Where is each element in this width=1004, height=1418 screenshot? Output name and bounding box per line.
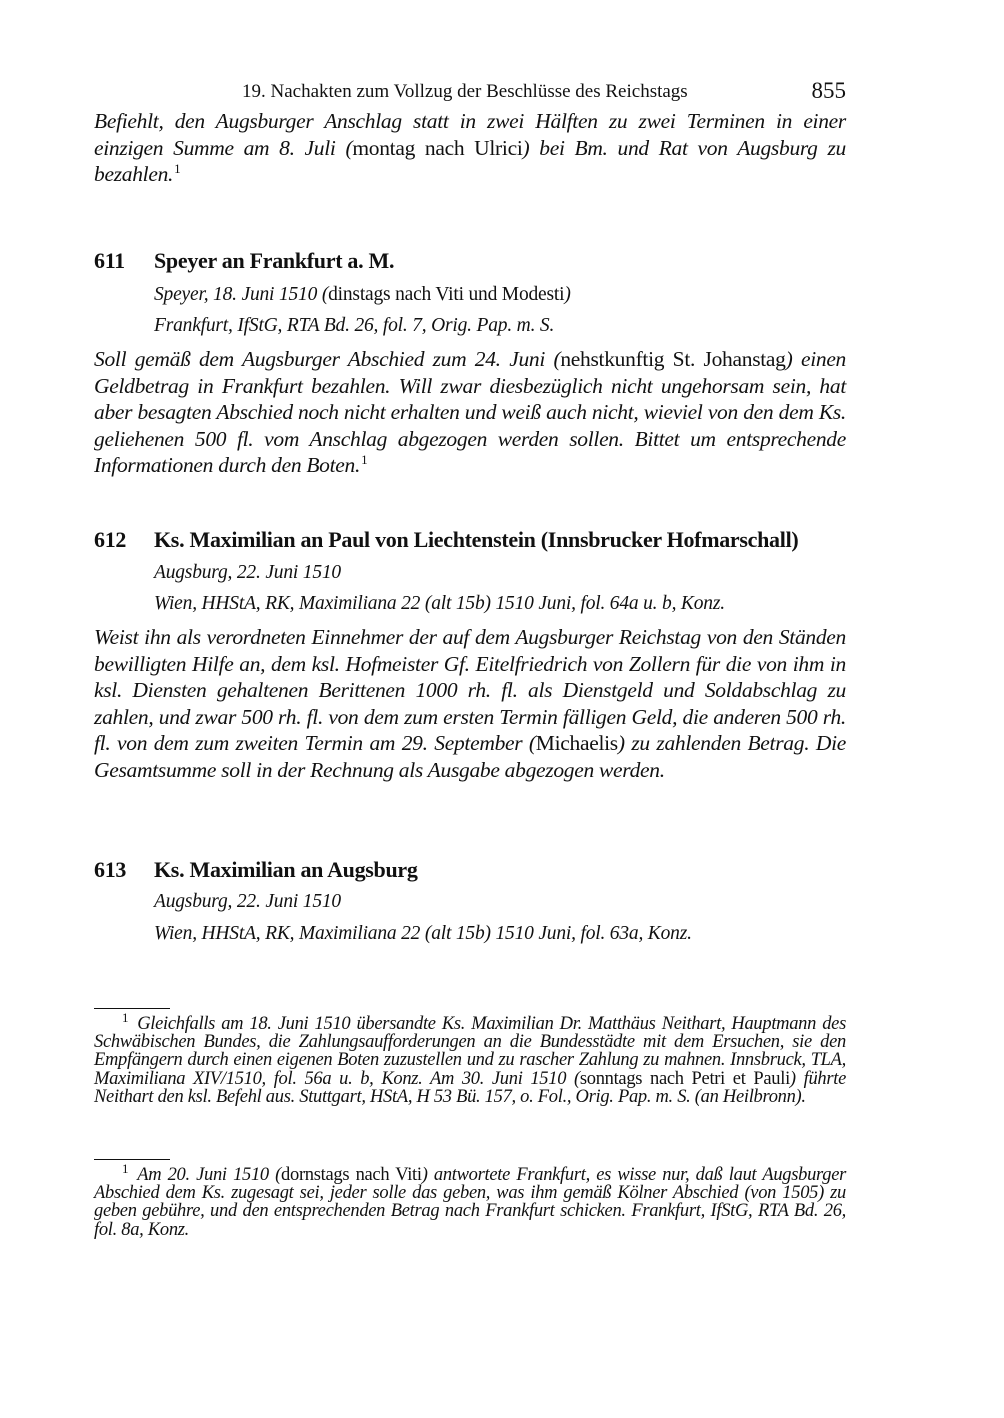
summary-text-2: ) einen Geldbetrag in Frankfurt bezahlen. Will zwar diesbezüglich nicht ungehorsam sein, hat aber besagten Abschied noch nicht erhalten und weiß auch nicht, wieviel von den dem Ks. geliehenen 500 fl. vom Anschlag abgezogen werden sollen. Bittet um entsprechende Informationen durch den Boten. [94, 347, 847, 477]
feast-day: sonntags nach Petri et Pauli [579, 1068, 790, 1089]
entry-613-source: Wien, HHStA, RK, Maximiliana 22 (alt 15b) 1510 Juni, fol. 63a, Konz. [154, 923, 692, 944]
feast-day: dinstags nach Viti und Modesti [328, 284, 565, 305]
page-number: 855 [811, 78, 846, 103]
entry-611-source: Frankfurt, IfStG, RTA Bd. 26, fol. 7, Orig. Pap. m. S. [154, 315, 555, 336]
entry-title: Ks. Maximilian an Paul von Liechtenstein (Innsbrucker Hofmarschall) [154, 527, 799, 552]
footnote-mark: 1 [122, 1160, 129, 1176]
date-place: Speyer, 18. Juni 1510 ( [154, 284, 329, 305]
footnote-text-2: ) antwortete Frankfurt, es wisse nur, daß laut Augsburger Abschied dem Ks. zugesagt sei, jeder solle das geben, was ihm gemäß Kölner Abschied (von 1505) zu geben gebühre, und den entsprechenden Betrag nach Frankfurt schicken. Frankfurt, IfStG, RTA Bd. 26, fol. 8a, Konz. [94, 1165, 847, 1240]
footnote-text-1: Am 20. Juni 1510 ( [137, 1165, 282, 1185]
entry-title: Ks. Maximilian an Augsburg [154, 857, 418, 882]
footnote-rule [94, 1008, 170, 1009]
footnote-mark: 1 [122, 1009, 129, 1025]
running-head [94, 78, 846, 108]
running-head-title: 19. Nachakten zum Vollzug der Beschlüsse des Reichstags [242, 81, 688, 102]
intro-paragraph [94, 108, 846, 188]
entry-611-summary [94, 346, 846, 479]
feast-day: dornstags nach Viti [281, 1165, 422, 1185]
summary-text-1: Soll gemäß dem Augsburger Abschied zum 24. Juni ( [94, 347, 561, 371]
feast-day: nehstkunftig St. Johanstag [560, 347, 786, 371]
footnote-reference[interactable]: 1 [174, 160, 181, 176]
entry-number: 613 [94, 857, 127, 882]
entry-611-date [154, 284, 571, 306]
intro-text-1: Befiehlt, den Augsburger Anschlag statt in zwei Hälften zu zwei Terminen in einer einzigen Summe am 8. Juli ( [94, 109, 846, 160]
entry-613-date: Augsburg, 22. Juni 1510 [154, 891, 341, 912]
footnote-text-1: Gleichfalls am 18. Juni 1510 übersandte Ks. Maximilian Dr. Matthäus Neithart, Hauptmann des Schwäbischen Bundes, die Zahlungsaufforderungen an die Bundesstädte mit dem Ersuchen, sie den Empfängern durch einen eigenen Boten zuzustellen und zu rascher Zahlung zu mahnen. Innsbruck, TLA, Maximiliana XIV/1510, fol. 56a u. b, Konz. Am 30. Juni 1510 ( [94, 1014, 846, 1089]
entry-612-date: Augsburg, 22. Juni 1510 [154, 562, 341, 583]
footnote-reference[interactable]: 1 [361, 451, 368, 467]
footnote-2 [94, 1160, 847, 1240]
entry-number: 611 [94, 248, 125, 273]
entry-612-source: Wien, HHStA, RK, Maximiliana 22 (alt 15b) 1510 Juni, fol. 64a u. b, Konz. [154, 593, 725, 614]
footnote-text-2: ) führte Neithart den ksl. Befehl aus. Stuttgart, HStA, H 53 Bü. 157, o. Fol., Orig. Pap. m. S. (an Heilbronn). [94, 1068, 846, 1107]
footnote-1 [94, 1009, 846, 1107]
entry-612-summary [94, 624, 846, 783]
intro-text-2: ) bei Bm. und Rat von Augsburg zu bezahlen. [94, 135, 846, 186]
footnote-rule [94, 1159, 170, 1160]
feast-day: Michaelis [535, 731, 618, 755]
summary-text-2: ) zu zahlenden Betrag. Die Gesamtsumme soll in der Rechnung als Ausgabe abgezogen werden. [94, 731, 846, 782]
entry-title: Speyer an Frankfurt a. M. [154, 248, 395, 273]
intro-feast-day: montag nach Ulrici [352, 135, 523, 160]
date-close: ) [564, 284, 571, 305]
entry-number: 612 [94, 527, 127, 552]
summary-text-1: Weist ihn als verordneten Einnehmer der auf dem Augsburger Reichstag von den Ständen bewilligten Hilfe an, dem ksl. Hofmeister Gf. Eitelfriedrich von Zollern für die von ihm in ksl. Diensten gehaltenen Berittenen 1000 rh. fl. als Dienstgeld und Soldabschlag zu zahlen, und zwar 500 rh. fl. von dem zum ersten Termin fälligen Geld, die anderen 500 rh. fl. von dem zum zweiten Termin am 29. September ( [94, 625, 846, 755]
